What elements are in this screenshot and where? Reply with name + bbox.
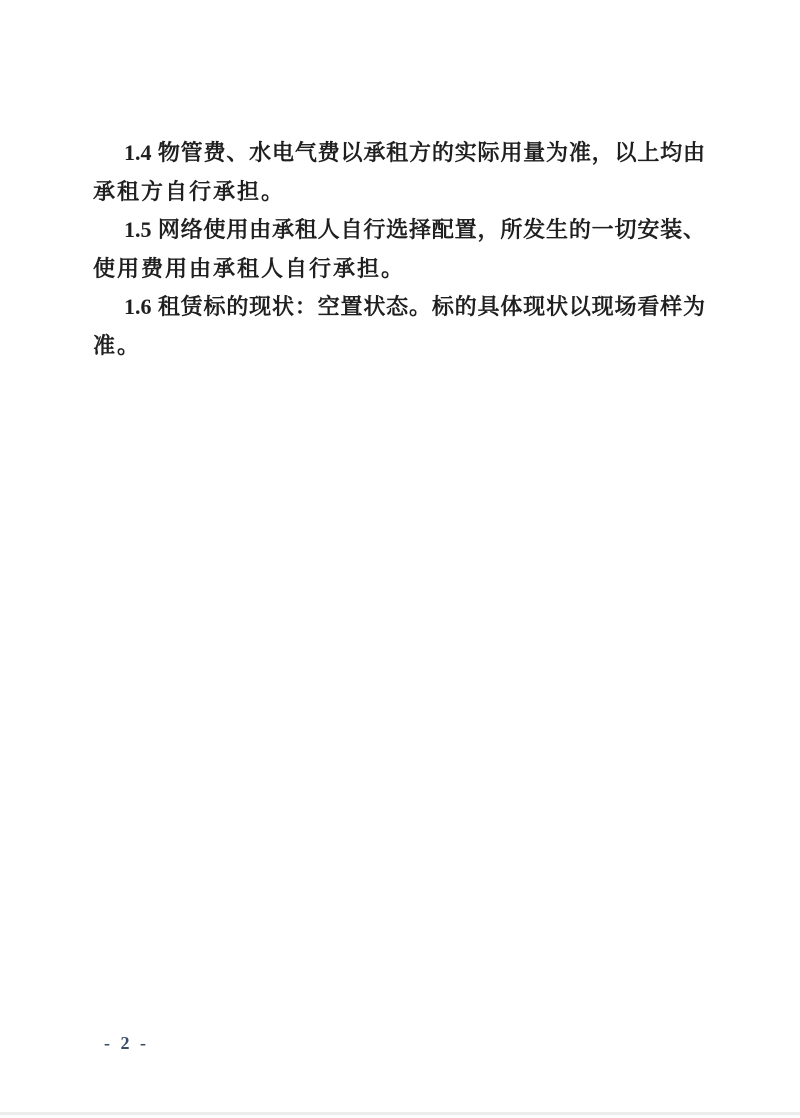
clause-1-5 bbox=[93, 211, 705, 288]
clause-1-4-line-2: 承租方自行承担。 bbox=[93, 178, 286, 204]
page-number: - 2 - bbox=[104, 1033, 149, 1053]
clause-1-5-line-1: 1.5 网络使用由承租人自行选择配置，所发生的一切安装、 bbox=[124, 217, 705, 242]
clause-1-6 bbox=[93, 288, 705, 365]
contract-clauses bbox=[93, 134, 705, 365]
clause-1-4-line-1: 1.4 物管费、水电气费以承租方的实际用量为准，以上均由 bbox=[124, 140, 705, 165]
clause-1-5-line-2: 使用费用由承租人自行承担。 bbox=[93, 255, 406, 281]
clause-1-6-line-2: 准。 bbox=[93, 332, 142, 358]
clause-1-4 bbox=[93, 134, 705, 211]
clause-1-6-line-1: 1.6 租赁标的现状：空置状态。标的具体现状以现场看样为 bbox=[124, 294, 705, 319]
page-bottom-edge-shadow bbox=[0, 1112, 800, 1115]
